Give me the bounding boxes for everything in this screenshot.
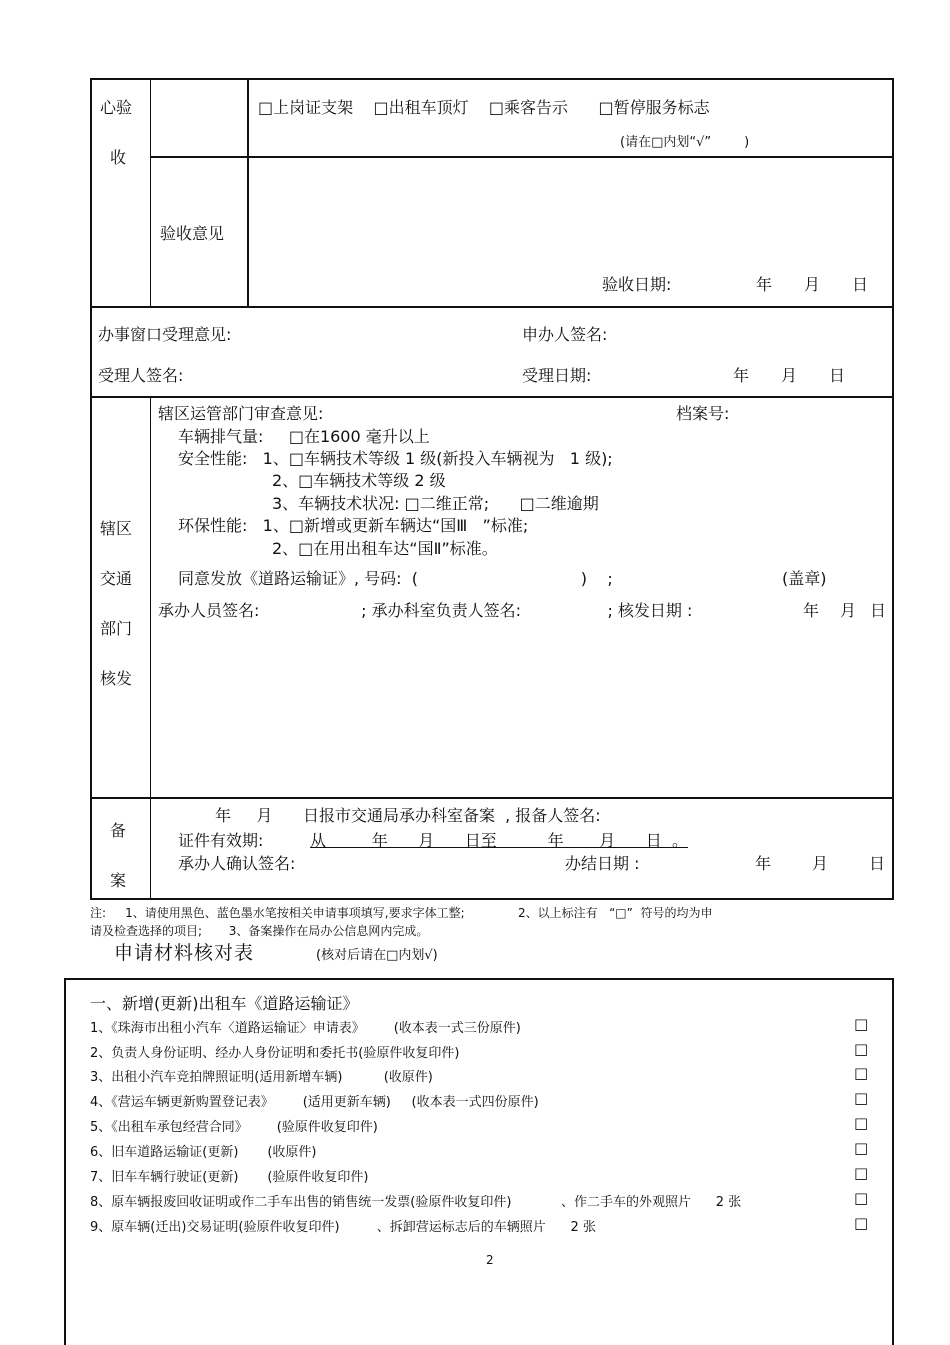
checklist-item-4: 4、《营运车辆更新购置登记表》 (适用更新车辆) (收本表一式四份原件) — [90, 1095, 539, 1110]
seal-label: (盖章) — [782, 569, 827, 588]
district-label-3: 部门 — [100, 619, 133, 638]
accessory-checkboxes[interactable]: □上岗证支架 □出租车顶灯 □乘客告示 □暂停服务标志 — [258, 98, 710, 117]
checklist-frame-left — [64, 978, 66, 1345]
receiver-signature: 受理人签名: — [98, 366, 184, 385]
safety-line-1[interactable]: 安全性能: 1、□车辆技术等级 1 级(新投入车辆视为 1 级); — [178, 449, 613, 468]
accept-opinion-label: 验收意见 — [160, 224, 225, 243]
checklist-frame-right — [892, 978, 894, 1345]
issue-month: 月 — [840, 601, 857, 620]
safety-line-2[interactable]: 2、□车辆技术等级 2 级 — [272, 471, 446, 490]
officer-signature-line: 承办人员签名: ; 承办科室负责人签名: ; 核发日期 : — [158, 601, 693, 620]
checklist-checkbox-7[interactable]: □ — [854, 1164, 869, 1182]
accept-date-label: 验收日期: — [602, 275, 672, 294]
confirm-signature: 承办人确认签名: — [178, 854, 296, 873]
checklist-item-5: 5、《出租车承包经营合同》 (验原件收复印件) — [90, 1120, 378, 1135]
page-number: 2 — [486, 1253, 494, 1267]
validity-label: 证件有效期: — [178, 831, 264, 850]
applicant-signature: 申办人签名: — [522, 325, 608, 344]
receive-month: 月 — [781, 366, 798, 385]
divider-accept-inner — [150, 156, 894, 158]
finish-month: 月 — [812, 854, 829, 873]
accept-day: 日 — [852, 275, 869, 294]
accept-year: 年 — [756, 275, 773, 294]
record-report: 年 月 日报市交通局承办科室备案 , 报备人签名: — [215, 806, 601, 825]
checklist-item-7: 7、旧车车辆行驶证(更新) (验原件收复印件) — [90, 1170, 369, 1185]
checklist-item-8: 8、原车辆报废回收证明或作二手车出售的销售统一发票(验原件收复印件) 、作二手车的外观照片 2 张 — [90, 1195, 742, 1210]
district-label-4: 核发 — [100, 669, 133, 688]
record-label-1: 备 — [110, 821, 127, 840]
divider-district-left — [150, 396, 151, 900]
checklist-checkbox-9[interactable]: □ — [854, 1214, 869, 1232]
checklist-item-6: 6、旧车道路运输证(更新) (收原件) — [90, 1145, 317, 1160]
safety-line-3[interactable]: 3、车辆技术状况: □二维正常; □二维逾期 — [272, 494, 599, 513]
district-label-1: 辖区 — [100, 519, 133, 538]
issue-line: 同意发放《道路运输证》, 号码: ( ) ; — [178, 569, 613, 588]
finish-date: 办结日期 : — [565, 854, 640, 873]
checklist-checkbox-6[interactable]: □ — [854, 1139, 869, 1157]
validity-range: 从 年 月 日至 年 月 日 。 — [310, 831, 688, 850]
checklist-item-3: 3、出租小汽车竞拍牌照证明(适用新增车辆) (收原件) — [90, 1070, 433, 1085]
accept-label-2: 收 — [110, 148, 127, 167]
divider-window-top — [90, 306, 894, 308]
env-line-2[interactable]: 2、□在用出租车达“国Ⅱ”标准。 — [272, 539, 498, 558]
finish-year: 年 — [755, 854, 772, 873]
form-frame — [90, 78, 894, 900]
receive-day: 日 — [829, 366, 846, 385]
divider-accept-left — [150, 78, 151, 308]
checklist-item-2: 2、负责人身份证明、经办人身份证明和委托书(验原件收复印件) — [90, 1046, 460, 1061]
record-label-2: 案 — [110, 871, 127, 890]
divider-accept-right — [247, 78, 249, 308]
checklist-checkbox-3[interactable]: □ — [854, 1064, 869, 1082]
note-line-1: 注: 1、请使用黑色、蓝色墨水笔按相关申请事项填写,要求字体工整; 2、以上标注有 “□” 符号的均为申 — [90, 906, 713, 920]
checkbox-note: (请在□内划“√” ) — [620, 135, 750, 150]
accept-month: 月 — [804, 275, 821, 294]
divider-record-top — [90, 797, 894, 799]
checklist-checkbox-4[interactable]: □ — [854, 1089, 869, 1107]
issue-year: 年 — [803, 601, 820, 620]
archive-number: 档案号: — [676, 404, 730, 423]
checklist-checkbox-2[interactable]: □ — [854, 1040, 869, 1058]
issue-day: 日 — [870, 601, 887, 620]
checklist-frame-top — [64, 978, 894, 980]
accept-label-1: 心验 — [100, 98, 133, 117]
checklist-checkbox-8[interactable]: □ — [854, 1189, 869, 1207]
district-review: 辖区运管部门审查意见: — [158, 404, 324, 423]
displacement-line[interactable]: 车辆排气量: □在1600 毫升以上 — [178, 427, 430, 446]
checklist-checkbox-1[interactable]: □ — [854, 1015, 869, 1033]
district-label-2: 交通 — [100, 569, 133, 588]
window-opinion: 办事窗口受理意见: — [98, 325, 232, 344]
checklist-title-note: (核对后请在□内划√) — [316, 948, 438, 963]
checklist-title: 申请材料核对表 — [114, 942, 255, 964]
checklist-item-1: 1、《珠海市出租小汽车〈道路运输证〉申请表》 (收本表一式三份原件) — [90, 1021, 521, 1036]
note-line-2: 请及检查选择的项目; 3、备案操作在局办公信息网内完成。 — [90, 924, 429, 938]
receive-year: 年 — [733, 366, 750, 385]
receive-date: 受理日期: — [522, 366, 592, 385]
divider-district-top — [90, 396, 894, 398]
finish-day: 日 — [869, 854, 886, 873]
checklist-checkbox-5[interactable]: □ — [854, 1114, 869, 1132]
env-line-1[interactable]: 环保性能: 1、□新增或更新车辆达“国Ⅲ ”标准; — [178, 516, 529, 535]
checklist-item-9: 9、原车辆(迁出)交易证明(验原件收复印件) 、拆卸营运标志后的车辆照片 2 张 — [90, 1220, 596, 1235]
checklist-section-title: 一、新增(更新)出租车《道路运输证》 — [90, 994, 359, 1013]
